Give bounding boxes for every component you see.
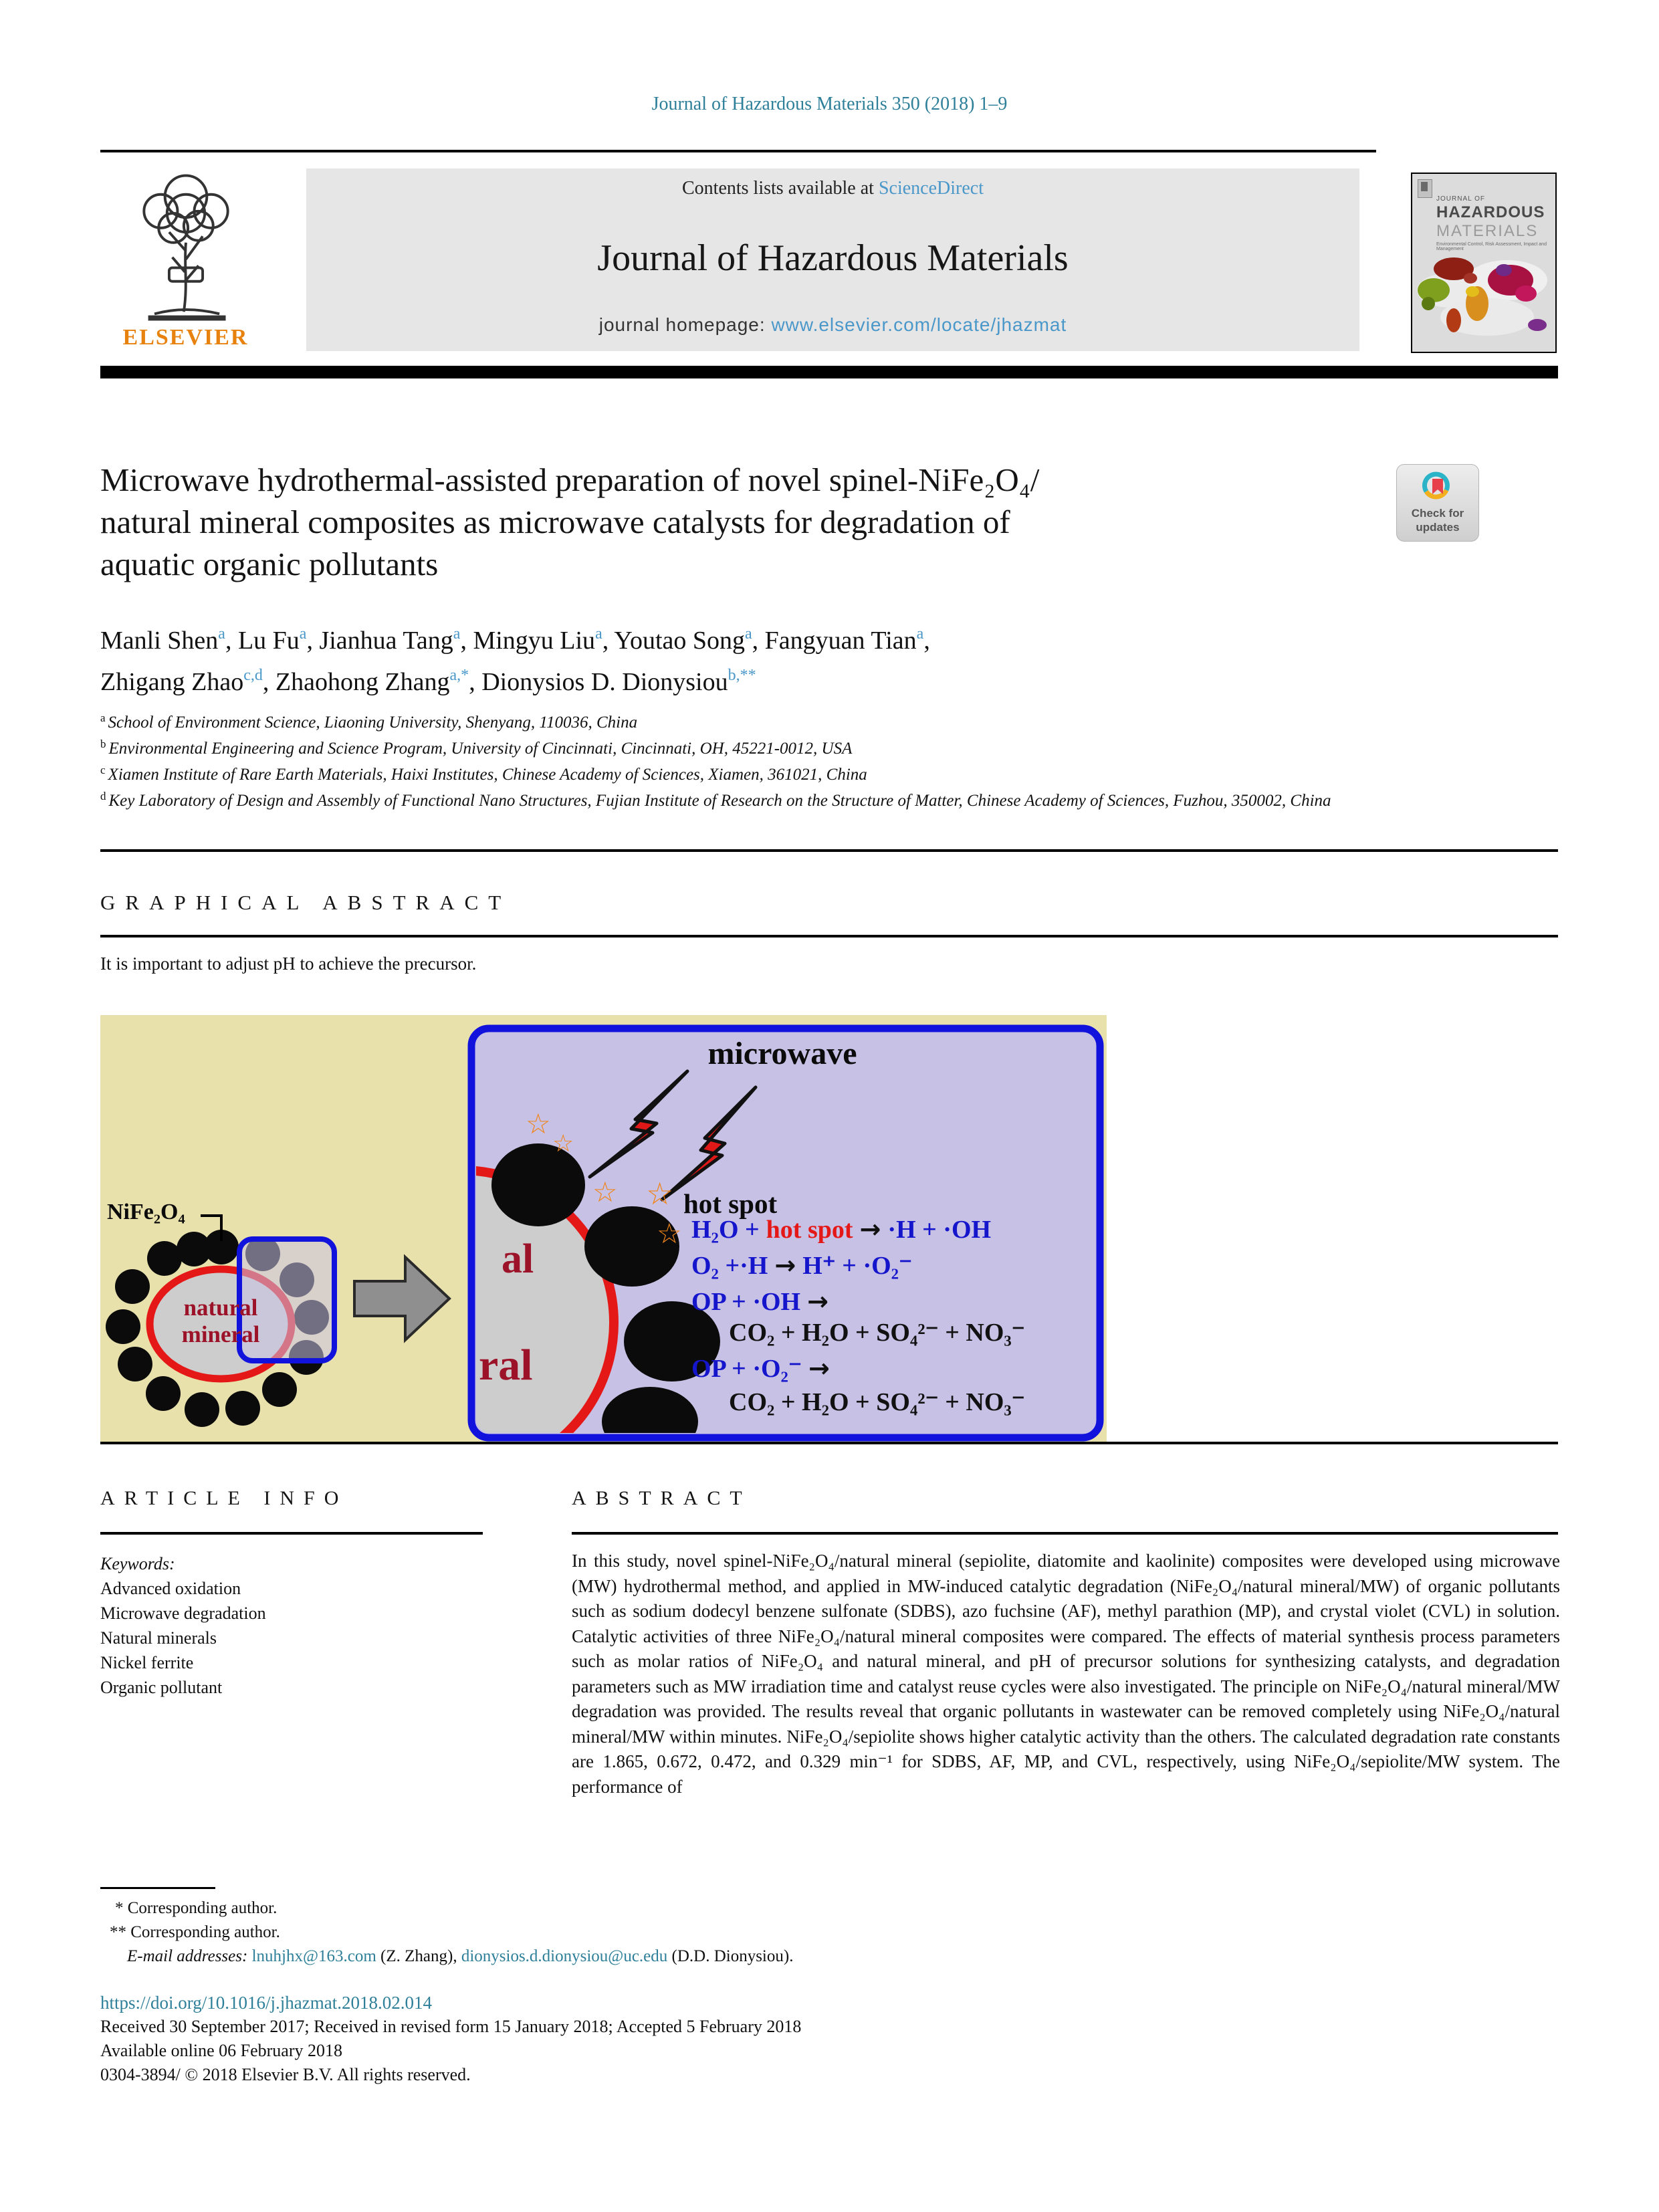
hot-spot-label: hot spot	[683, 1188, 778, 1219]
author: Jianhua Tang$^a$,	[319, 625, 473, 655]
affiliation: $^d$ Key Laboratory of Design and Assembly of Functional Nano Structures, Fujian Institute of Research on the Structure of Matter, Chinese Academy of Sciences, Fuzhou, 350002, China	[100, 790, 1331, 810]
author-affil-sup: c,d	[243, 667, 263, 684]
author-line-2	[100, 663, 1505, 705]
keyword: Organic pollutant	[100, 1678, 223, 1697]
keyword: Microwave degradation	[100, 1603, 266, 1623]
homepage-line	[306, 314, 1359, 336]
author-affil-sup: a,*	[449, 667, 469, 684]
reaction-products: CO₂ + H₂O + SO₄²⁻ + NO₃⁻	[729, 1388, 1025, 1416]
affiliation: $^c$ Xiamen Institute of Rare Earth Materials, Haixi Institutes, Chinese Academy of Sciences, Xiamen, 361021, China	[100, 764, 867, 784]
star-icon: ☆	[646, 1176, 674, 1212]
article-info-rule	[100, 1532, 483, 1535]
reaction-equation-2: O₂ +·H → H⁺ + ·O₂⁻	[691, 1250, 913, 1280]
contents-line	[306, 178, 1359, 199]
article-title	[100, 459, 1371, 585]
author: Zhigang Zhao$^{c,d}$,	[100, 667, 275, 696]
keyword: Advanced oxidation	[100, 1579, 241, 1598]
author: Zhaohong Zhang$^{a,*}$,	[275, 667, 482, 696]
email-link[interactable]: lnuhjhx@163.com	[251, 1947, 376, 1965]
author-list	[100, 622, 1505, 705]
microwave-label: microwave	[707, 1036, 857, 1071]
cover-tagline: Environmental Control, Risk Assessment, Impact and Management	[1436, 242, 1547, 251]
zoom-text-fragment: al	[502, 1236, 534, 1282]
world-map-graphic	[1414, 250, 1554, 350]
title-line-2: natural mineral composites as microwave catalysts for degradation of	[100, 504, 1010, 540]
affiliation-list	[100, 710, 1558, 814]
abstract-rule	[572, 1532, 1558, 1535]
elsevier-wordmark: ELSEVIER	[122, 325, 249, 350]
crossmark-icon	[1421, 470, 1454, 504]
available-online: Available online 06 February 2018	[100, 2041, 342, 2060]
author-line-1	[100, 622, 1505, 663]
graphical-abstract-note: It is important to adjust pH to achieve the precursor.	[100, 954, 477, 974]
section-rule	[100, 935, 1558, 937]
sciencedirect-link[interactable]: ScienceDirect	[878, 178, 984, 199]
keywords-block	[100, 1551, 502, 1700]
author-affil-sup: b,**	[728, 667, 756, 684]
journal-title: Journal of Hazardous Materials	[597, 237, 1069, 279]
running-head: Journal of Hazardous Materials 350 (2018) 1–9	[651, 94, 1008, 114]
author-affil-sup: a	[218, 625, 225, 643]
abstract-text: In this study, novel spinel-NiFe₂O₄/natural mineral (sepiolite, diatomite and kaolinite) composites were developed using microwave (MW) hydrothermal method, and applied in MW-induced catalytic degradation (NiFe₂O₄/natural mineral/MW) of organic pollutants such as sodium dodecyl benzene sulfonate (SDBS), azo fuchsine (AF), methyl parathion (MP), and crystal violet (CVL) in solution. Catalytic activities of three NiFe₂O₄/natural mineral composites were compared. The effects of material synthesis process parameters such as molar ratios of NiFe₂O₄ and natural mineral, and pH of precursor solutions for synthesizing catalysts, and degradation parameters such as MW irradiation time and catalyst reuse cycles were also investigated. The principle on NiFe₂O₄/natural mineral/MW degradation was provided. The results reveal that organic pollutants in wastewater can be removed completely using NiFe₂O₄/natural mineral/MW within minutes. NiFe₂O₄/sepiolite shows higher catalytic activity than the others. The calculated degradation rate constants are 1.865, 0.672, 0.472, and 0.329 min⁻¹ for SDBS, AF, MP, and CVL, respectively, using NiFe₂O₄/sepiolite/MW system. The performance of	[572, 1551, 1560, 1797]
author: Lu Fu$^a$,	[237, 625, 320, 655]
affiliation: $^a$ School of Environment Science, Liaoning University, Shenyang, 110036, China	[100, 711, 638, 732]
received-dates: Received 30 September 2017; Received in revised form 15 January 2018; Accepted 5 February 2018	[100, 2017, 802, 2036]
graphical-abstract-heading: GRAPHICAL ABSTRACT	[100, 891, 512, 914]
star-icon: ☆	[592, 1176, 618, 1208]
header-divider-bar	[100, 366, 1558, 378]
author-affil-sup: a	[745, 625, 752, 643]
author-affil-sup: a	[916, 625, 924, 643]
section-rule	[100, 1442, 1558, 1444]
contents-prefix: Contents lists available at	[682, 178, 879, 199]
reaction-equation-3: OP + ·OH →	[691, 1287, 828, 1316]
cover-journal-of: JOURNAL OF	[1436, 195, 1485, 203]
reaction-products: CO₂ + H₂O + SO₄²⁻ + NO₃⁻	[729, 1319, 1025, 1347]
elsevier-logo	[100, 166, 271, 360]
arrow-icon: →	[774, 1250, 796, 1280]
issn-copyright: 0304-3894/ © 2018 Elsevier B.V. All rights reserved.	[100, 2065, 471, 2084]
homepage-link[interactable]: www.elsevier.com/locate/jhazmat	[771, 314, 1067, 335]
arrow-icon: →	[807, 1287, 828, 1316]
elsevier-mini-logo-icon	[1418, 179, 1432, 198]
email-link[interactable]: dionysios.d.dionysiou@uc.edu	[461, 1947, 668, 1965]
natural-mineral-label: natural mineral	[181, 1295, 260, 1347]
title-line-3: aquatic organic pollutants	[100, 546, 439, 582]
footnote-rule	[100, 1887, 215, 1889]
email-label: E-mail addresses:	[127, 1947, 248, 1965]
author: Youtao Song$^a$,	[614, 625, 765, 655]
check-for-updates-badge[interactable]	[1396, 464, 1479, 542]
article-info-heading: ARTICLE INFO	[100, 1487, 348, 1509]
keyword: Natural minerals	[100, 1628, 217, 1648]
keywords-label: Keywords:	[100, 1554, 175, 1573]
journal-cover-thumbnail[interactable]	[1411, 173, 1557, 353]
corresponding-author-note: * Corresponding author.	[115, 1899, 278, 1917]
arrow-icon: →	[859, 1214, 881, 1244]
affiliation: $^b$ Environmental Engineering and Science Program, University of Cincinnati, Cincinnati, OH, 45221-0012, USA	[100, 738, 853, 758]
author: Fangyuan Tian$^a$,	[764, 625, 930, 655]
zoom-text-fragment: ral	[479, 1341, 533, 1390]
doi-link[interactable]: https://doi.org/10.1016/j.jhazmat.2018.02.014	[100, 1993, 432, 2013]
author: Manli Shen$^a$,	[100, 625, 238, 655]
badge-text: Check for updates	[1411, 507, 1464, 534]
email-addresses-line: E-mail addresses: lnuhjhx@163.com (Z. Zhang), dionysios.d.dionysiou@uc.edu (D.D. Dionysiou).	[127, 1947, 794, 1965]
homepage-label: journal homepage:	[598, 314, 772, 335]
graphical-abstract-figure	[100, 1015, 1107, 1443]
author-affil-sup: a	[299, 625, 307, 643]
star-icon: ☆	[552, 1130, 574, 1157]
author: Mingyu Liu$^a$,	[473, 625, 615, 655]
author-affil-sup: a	[595, 625, 602, 643]
title-line-1: Microwave hydrothermal-assisted preparation of novel spinel-NiFe₂O₄/	[100, 461, 1040, 498]
author-affil-sup: a	[453, 625, 461, 643]
arrow-icon: →	[808, 1353, 830, 1383]
keyword: Nickel ferrite	[100, 1653, 194, 1672]
reaction-equation-4: OP + ·O₂⁻ →	[691, 1353, 830, 1383]
cover-materials: MATERIALS	[1436, 222, 1539, 240]
nife-label: NiFe₂O₄	[107, 1200, 185, 1224]
corresponding-author-note: ** Corresponding author.	[110, 1923, 280, 1941]
star-icon: ☆	[657, 1217, 682, 1250]
journal-banner	[306, 169, 1359, 351]
elsevier-tree-icon	[119, 167, 253, 324]
cover-hazardous: HAZARDOUS	[1436, 203, 1545, 221]
star-icon: ☆	[526, 1107, 551, 1140]
author: Dionysios D. Dionysiou$^{b,**}$	[481, 667, 756, 696]
top-rule	[100, 150, 1376, 152]
reaction-equation-1: H₂O + hot spot → ·H + ·OH	[691, 1214, 992, 1244]
section-rule	[100, 849, 1558, 852]
abstract-heading: ABSTRACT	[572, 1487, 752, 1509]
